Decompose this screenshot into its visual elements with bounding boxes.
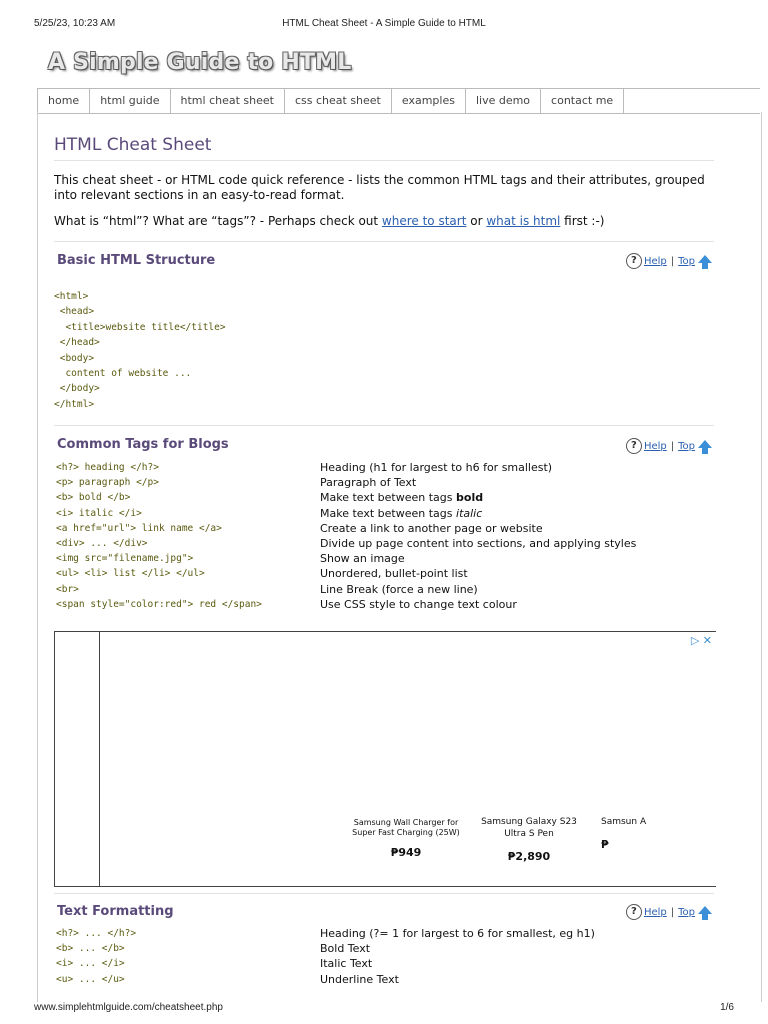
tag-desc: Use CSS style to change text colour [320,597,517,611]
print-page-number: 1/6 [720,1002,734,1013]
tag-desc: Make text between tags italic [320,506,483,520]
tag-desc: Unordered, bullet-point list [320,567,468,581]
help-link[interactable]: Help [643,440,667,452]
table-row [56,972,716,987]
arrow-up-icon[interactable] [698,906,712,914]
code-line: <title>website title</title> [54,321,226,333]
table-row [56,582,716,597]
separator: | [670,906,675,918]
ad-product[interactable] [345,818,467,859]
bold-word: bold [456,491,484,505]
table-row [56,551,716,566]
help-top-links [626,904,712,920]
tag-code: <img src="filename.jpg"> [56,553,194,565]
where-to-start-link[interactable]: where to start [381,214,467,228]
separator: | [670,255,675,267]
ad-product[interactable] [470,816,588,863]
code-line: <html> [54,291,89,302]
tag-desc: Italic Text [320,957,373,971]
product-price: ₱ [601,838,609,851]
table-row [56,521,716,536]
product-name: Samsung Galaxy S23 Ultra S Pen [481,817,577,839]
advertisement[interactable] [54,631,716,887]
table-row [56,597,716,612]
question-after: first :-) [560,214,605,228]
tag-desc: Make text between tags bold [320,491,484,505]
nav-html-cheat-sheet[interactable]: html cheat sheet [171,89,285,113]
question-before: What is “html”? What are “tags”? - Perhaps check out [54,214,382,228]
table-row [56,460,716,475]
tag-desc: Paragraph of Text [320,476,417,490]
top-link[interactable]: Top [678,440,695,452]
print-datetime: 5/25/23, 10:23 AM [34,18,116,29]
tag-code: <ul> <li> list </li> </ul> [56,568,205,580]
help-top-links [626,253,712,269]
top-link[interactable]: Top [678,255,695,267]
nav-contact-me[interactable]: contact me [541,89,624,113]
tag-code: <span style="color:red"> red </span> [56,598,262,610]
question-middle: or [466,214,487,228]
ad-sidebar [55,632,100,886]
table-row [56,490,716,505]
tag-code: <i> ... </i> [56,958,125,970]
divider [54,241,714,242]
code-line: content of website ... [54,368,192,380]
product-price: ₱949 [390,846,422,859]
section-title-basic: Basic HTML Structure [57,253,216,268]
print-url: www.simplehtmlguide.com/cheatsheet.php [34,1002,223,1013]
nav-html-guide[interactable]: html guide [90,89,170,113]
tag-code: <br> [56,583,79,595]
table-row [56,956,716,971]
tag-table-blogs [56,460,716,612]
code-line: </body> [54,383,100,395]
tag-code: <p> paragraph </p> [56,477,159,489]
ad-product[interactable] [601,816,711,851]
italic-word: italic [456,506,483,520]
help-icon[interactable]: ? [626,438,642,454]
tag-code: <i> italic </i> [56,507,142,519]
tag-code: <b> ... </b> [56,943,125,955]
arrow-up-icon[interactable] [698,440,712,448]
help-link[interactable]: Help [643,906,667,918]
what-is-html-link[interactable]: what is html [486,214,561,228]
help-icon[interactable]: ? [626,253,642,269]
table-row [56,475,716,490]
product-name: Samsung Wall Charger for Super Fast Charging (25W) [352,818,460,837]
code-line: <body> [54,352,95,364]
page-heading: HTML Cheat Sheet [54,135,212,155]
site-title[interactable]: A Simple Guide to HTML [48,50,352,75]
tag-code: <u> ... </u> [56,973,125,985]
tag-desc: Bold Text [320,942,371,956]
table-row [56,926,716,941]
print-page-title: HTML Cheat Sheet - A Simple Guide to HTML [282,18,486,29]
nav-home[interactable]: home [37,89,90,113]
ad-choices-icon[interactable]: ▷ ✕ [690,634,712,647]
arrow-up-icon[interactable] [698,255,712,263]
tag-desc: Heading (?= 1 for largest to 6 for smallest, eg h1) [320,927,595,941]
product-name: Samsun A [601,817,647,827]
section-title-formatting: Text Formatting [57,904,174,919]
tag-code: <h?> heading </h?> [56,462,159,474]
separator: | [670,440,675,452]
tag-desc: Show an image [320,552,405,566]
tag-desc: Create a link to another page or website [320,521,543,535]
tag-code: <b> bold </b> [56,492,131,504]
tag-code: <h?> ... </h?> [56,928,137,940]
tag-code: <a href="url"> link name </a> [56,522,222,534]
table-row [56,536,716,551]
tag-desc: Heading (h1 for largest to h6 for smallest) [320,461,553,475]
nav-examples[interactable]: examples [392,89,466,113]
code-line: </html> [54,398,95,410]
table-row [56,506,716,521]
table-row [56,566,716,581]
top-link[interactable]: Top [678,906,695,918]
tag-desc: Underline Text [320,972,399,986]
product-price: ₱2,890 [507,850,551,863]
question-paragraph [54,214,716,229]
tag-code: <div> ... </div> [56,538,148,550]
main-nav [37,88,760,114]
code-block-basic [54,289,226,412]
tag-desc: Line Break (force a new line) [320,582,478,596]
help-icon[interactable]: ? [626,904,642,920]
code-line: <head> [54,306,95,318]
help-link[interactable]: Help [643,255,667,267]
intro-paragraph: This cheat sheet - or HTML code quick reference - lists the common HTML tags and their attributes, grouped into relevant sections in an easy-to-read format. [54,173,705,202]
divider [54,893,714,894]
tag-desc: Divide up page content into sections, and applying styles [320,537,637,551]
tag-table-formatting [56,926,716,987]
table-row [56,941,716,956]
code-line: </head> [54,337,100,349]
nav-css-cheat-sheet[interactable]: css cheat sheet [285,89,392,113]
section-title-blogs: Common Tags for Blogs [57,437,229,452]
nav-live-demo[interactable]: live demo [466,89,541,113]
divider [54,160,714,161]
help-top-links [626,438,712,454]
divider [54,425,714,426]
